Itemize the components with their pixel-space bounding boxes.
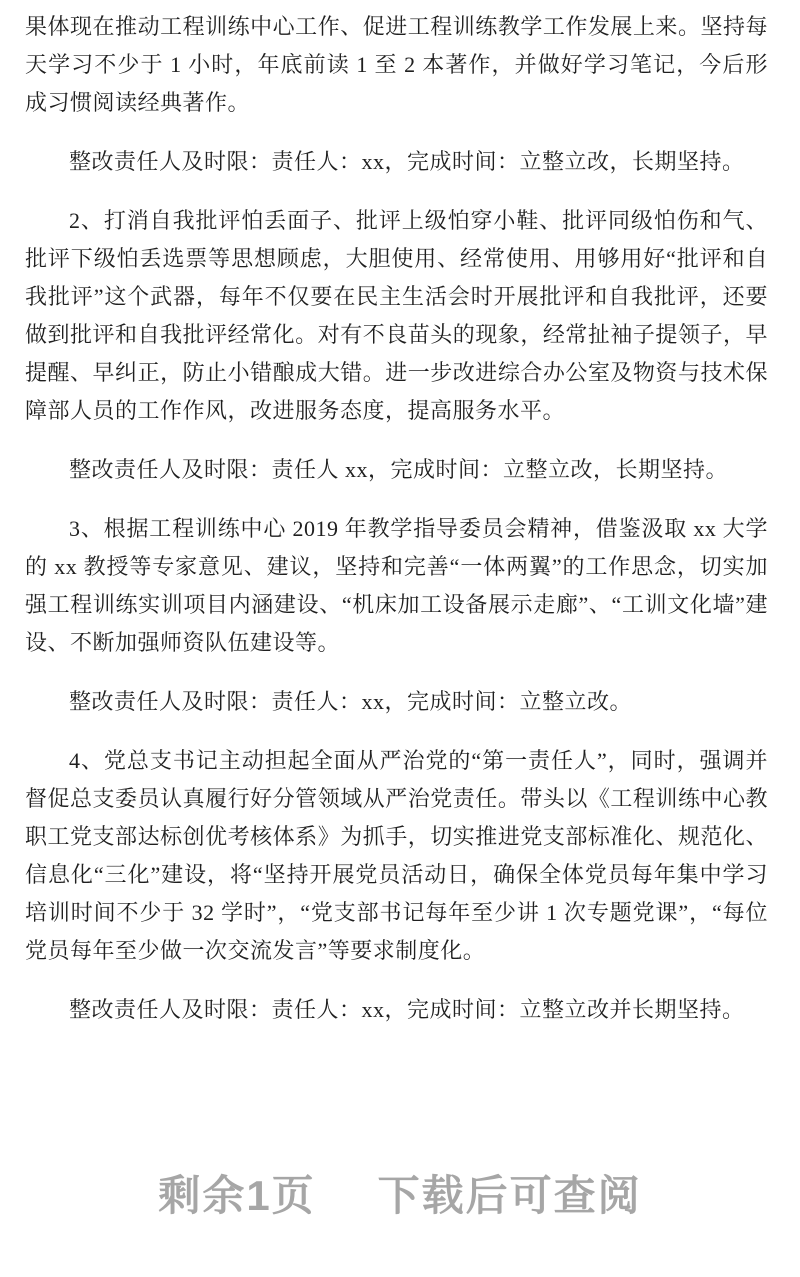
rectification-responsibility-line-2: 整改责任人及时限：责任人 xx，完成时间：立整立改，长期坚持。 xyxy=(69,457,729,482)
remaining-pages-label: 剩余1页 xyxy=(158,1172,316,1219)
body-paragraph-item-2: 2、打消自我批评怕丢面子、批评上级怕穿小鞋、批评同级怕伤和气、批评下级怕丢选票等思想顾虑，大胆使用、经常使用、用够用好“批评和自我批评”这个武器，每年不仅要在民主生活会时开展批评和自我批评，还要做到批评和自我批评经常化。对有不良苗头的现象，经常扯袖子提领子，早提醒、早纠正，防止小错酿成大错。进一步改进综合办公室及物资与技术保障部人员的工作作风，改进服务态度，提高服务水平。 xyxy=(25,208,768,423)
rectification-responsibility-line-1: 整改责任人及时限：责任人：xx，完成时间：立整立改，长期坚持。 xyxy=(69,149,745,174)
download-hint-label: 下载后可查阅 xyxy=(377,1172,642,1219)
rectification-responsibility-line-4: 整改责任人及时限：责任人：xx，完成时间：立整立改并长期坚持。 xyxy=(69,997,745,1022)
rectification-responsibility-line-3: 整改责任人及时限：责任人：xx，完成时间：立整立改。 xyxy=(69,689,633,714)
body-paragraph-item-4: 4、党总支书记主动担起全面从严治党的“第一责任人”，同时，强调并督促总支委员认真履行好分管领域从严治党责任。带头以《工程训练中心教职工党支部达标创优考核体系》为抓手，切实推进党支部标准化、规范化、信息化“三化”建设，将“坚持开展党员活动日，确保全体党员每年集中学习培训时间不少于 32 学时”，“党支部书记每年至少讲 1 次专题党课”，“每位党员每年至少做一次交流发言”等要求制度化。 xyxy=(25,748,768,963)
body-paragraph-continuation: 果体现在推动工程训练中心工作、促进工程训练教学工作发展上来。坚持每天学习不少于 1 小时，年底前读 1 至 2 本著作，并做好学习笔记，今后形成习惯阅读经典著作。 xyxy=(25,14,768,115)
body-paragraph-item-3: 3、根据工程训练中心 2019 年教学指导委员会精神，借鉴汲取 xx 大学的 xx 教授等专家意见、建议，坚持和完善“一体两翼”的工作思念，切实加强工程训练实训项目内涵建设、“机床加工设备展示走廊”、“工训文化墙”建设、不断加强师资队伍建设等。 xyxy=(25,516,768,655)
preview-watermark-footer xyxy=(0,1170,800,1222)
